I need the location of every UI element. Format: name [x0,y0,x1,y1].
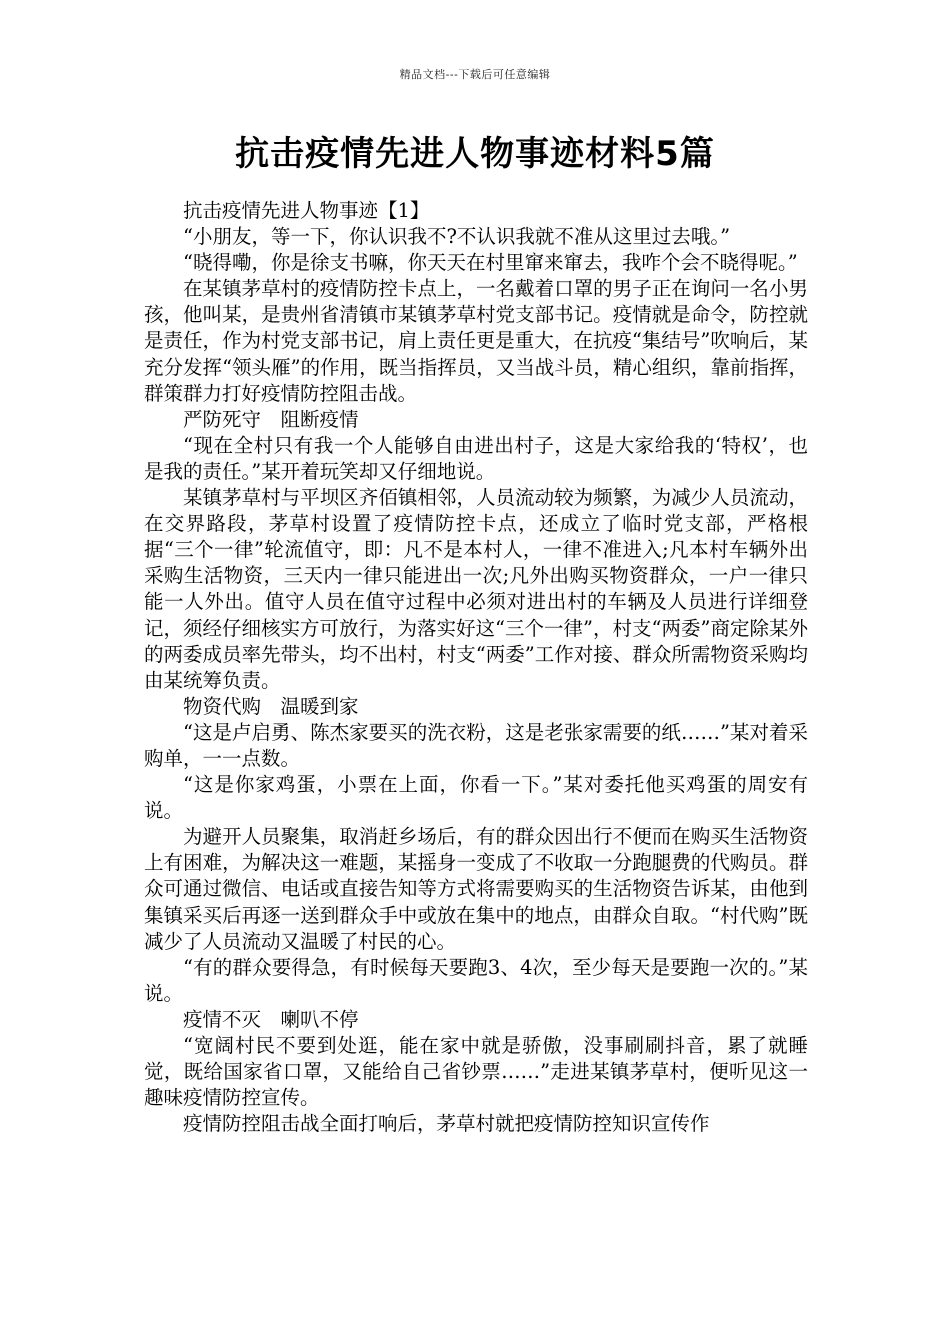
paragraph: 在某镇茅草村的疫情防控卡点上，一名戴着口罩的男子正在询问一名小男孩，他叫某，是贵州省清镇市某镇茅草村党支部书记。疫情就是命令，防控就是责任，作为村党支部书记，肩上责任更是重大，在抗疫“集结号”吹响后，某充分发挥“领头雁”的作用，既当指挥员，又当战斗员，精心组织，靠前指挥，群策群力打好疫情防控阻击战。 [144,277,808,405]
page-header-note: 精品文档---下载后可任意编辑 [399,68,551,81]
paragraph: “小朋友，等一下，你认识我不?不认识我就不准从这里过去哦。” [183,225,731,249]
paragraph: 为避开人员聚集，取消赶乡场后，有的群众因出行不便而在购买生活物资上有困难，为解决这一难题，某摇身一变成了不收取一分跑腿费的代购员。群众可通过微信、电话或直接告知等方式将需要购买的生活物资告诉某，由他到集镇采买后再逐一送到群众手中或放在集中的地点，由群众自取。“村代购”既减少了人员流动又温暖了村民的心。 [144,825,808,953]
paragraph: “这是卢启勇、陈杰家要买的洗衣粉，这是老张家需要的纸……”某对着采购单，一一点数。 [144,720,808,770]
paragraph: “宽阔村民不要到处逛，能在家中就是骄傲，没事刷刷抖音，累了就睡觉，既给国家省口罩，又能给自己省钞票……”走进某镇茅草村，便听见这一趣味疫情防控宣传。 [144,1034,808,1110]
paragraph: “现在全村只有我一个人能够自由进出村子，这是大家给我的‘特权’，也是我的责任。”某开着玩笑却又仔细地说。 [144,433,808,483]
paragraph: 某镇茅草村与平坝区齐佰镇相邻，人员流动较为频繁，为减少人员流动，在交界路段，茅草村设置了疫情防控卡点，还成立了临时党支部，严格根据“三个一律”轮流值守，即：凡不是本村人，一律不准进入;凡本村车辆外出采购生活物资，三天内一律只能进出一次;凡外出购买物资群众，一户一律只能一人外出。值守人员在值守过程中必须对进出村的车辆及人员进行详细登记，须经仔细核实方可放行，为落实好这“三个一律”，村支“两委”商定除某外的两委成员率先带头，均不出村，村支“两委”工作对接、群众所需物资采购均由某统筹负责。 [144,486,808,692]
paragraph: “晓得嘞，你是徐支书嘛，你天天在村里窜来窜去，我咋个会不晓得呢。” [183,251,798,275]
paragraph: “有的群众要得急，有时候每天要跑3、4次，至少每天是要跑一次的。”某说。 [144,955,808,1005]
section-heading: 物资代购 温暖到家 [183,694,359,718]
section-heading: 疫情不灭 喇叭不停 [183,1007,359,1031]
paragraph: 疫情防控阻击战全面打响后，茅草村就把疫情防控知识宣传作 [183,1112,710,1136]
document-title: 抗击疫情先进人物事迹材料5篇 [235,134,715,174]
section-heading: 严防死守 阻断疫情 [183,407,359,431]
document-body [144,198,808,1137]
paragraph: “这是你家鸡蛋，小票在上面，你看一下。”某对委托他买鸡蛋的周安有说。 [144,773,808,823]
section-heading: 抗击疫情先进人物事迹【1】 [183,199,430,222]
